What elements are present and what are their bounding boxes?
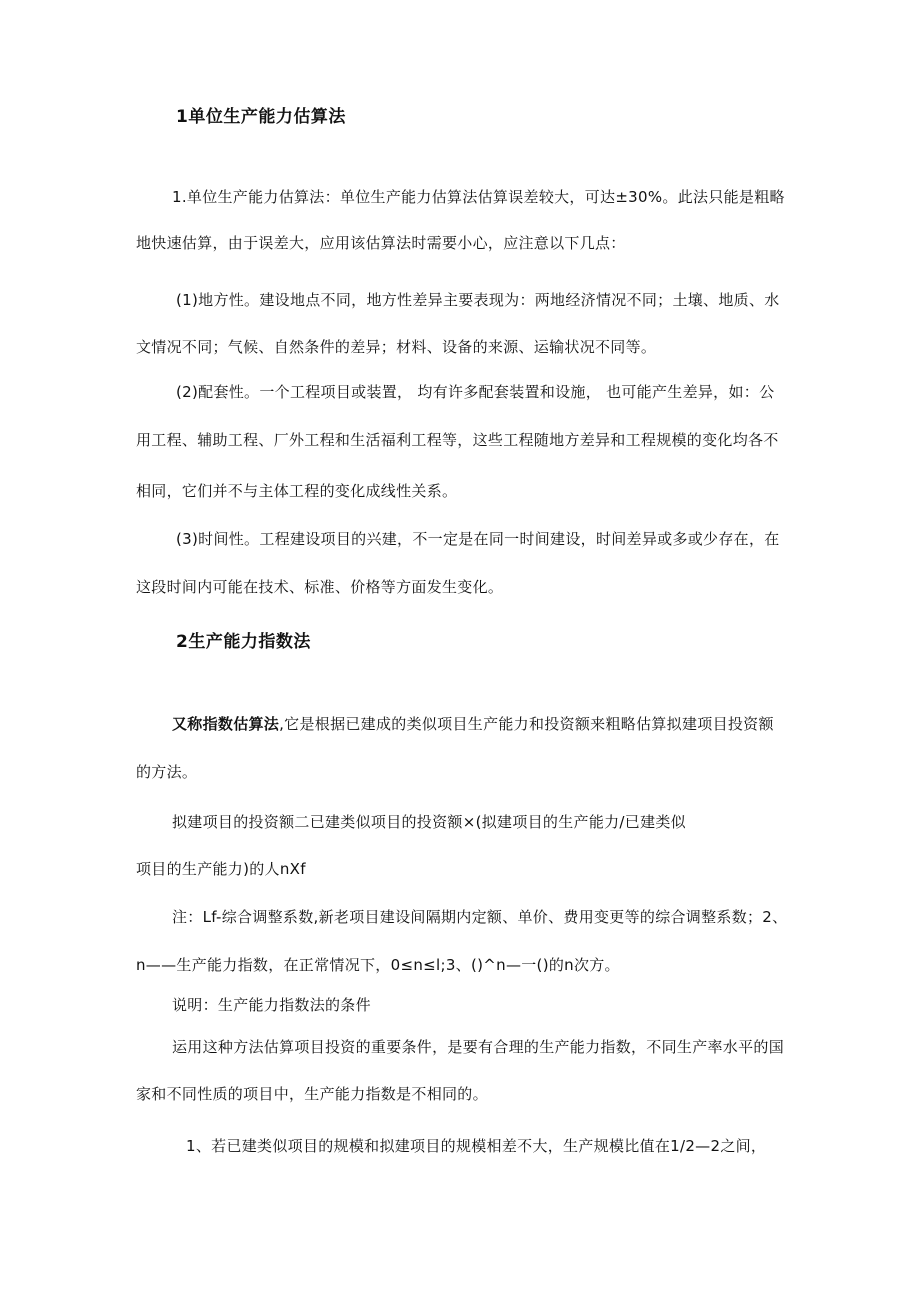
intro-text: ,它是根据已建成的类似项目生产能力和投资额来粗略估算拟建项目投资额	[279, 715, 774, 733]
note-line-2: n——生产能力指数，在正常情况下，0≤n≤l;3、()^n—一()的n次方。	[136, 956, 620, 974]
explain-title: 说明：生产能力指数法的条件	[172, 996, 371, 1014]
point-1-line-1: (1)地方性。建设地点不同，地方性差异主要表现为：两地经济情况不同；土壤、地质、水	[176, 291, 780, 309]
section-2-intro-line-2: 的方法。	[136, 763, 198, 781]
point-3-line-2: 这段时间内可能在技术、标准、价格等方面发生变化。	[136, 578, 504, 596]
point-1-line-2: 文情况不同；气候、自然条件的差异；材料、设备的来源、运输状况不同等。	[136, 338, 657, 356]
section-2-intro-line-1	[172, 714, 774, 734]
section-1-intro-line-1: 1.单位生产能力估算法：单位生产能力估算法估算误差较大，可达±30%。此法只能是粗略	[172, 188, 785, 206]
formula-line-1: 拟建项目的投资额二已建类似项目的投资额×(拟建项目的生产能力/已建类似	[172, 813, 686, 831]
section-1-intro-line-2: 地快速估算，由于误差大，应用该估算法时需要小心，应注意以下几点：	[136, 234, 626, 252]
section-1-heading: 1单位生产能力估算法	[176, 107, 346, 127]
section-2-heading: 2生产能力指数法	[176, 632, 311, 652]
point-2-line-1: (2)配套性。一个工程项目或装置， 均有许多配套装置和设施， 也可能产生差异，如：公	[176, 383, 775, 401]
note-line-1: 注：Lf-综合调整系数,新老项目建设间隔期内定额、单价、费用变更等的综合调整系数；2、	[172, 908, 788, 926]
formula-line-2: 项目的生产能力)的人nXf	[136, 860, 306, 878]
item-1-line: 1、若已建类似项目的规模和拟建项目的规模相差不大，生产规模比值在1/2—2之间，	[186, 1137, 767, 1155]
explain-line-2: 家和不同性质的项目中，生产能力指数是不相同的。	[136, 1085, 488, 1103]
point-2-line-2: 用工程、辅助工程、厂外工程和生活福利工程等，这些工程随地方差异和工程规模的变化均各不	[136, 431, 779, 449]
point-3-line-1: (3)时间性。工程建设项目的兴建，不一定是在同一时间建设，时间差异或多或少存在，在	[176, 530, 780, 548]
explain-line-1: 运用这种方法估算项目投资的重要条件，是要有合理的生产能力指数，不同生产率水平的国	[172, 1038, 785, 1056]
point-2-line-3: 相同，它们并不与主体工程的变化成线性关系。	[136, 482, 458, 500]
intro-bold-term: 又称指数估算法	[172, 715, 280, 733]
